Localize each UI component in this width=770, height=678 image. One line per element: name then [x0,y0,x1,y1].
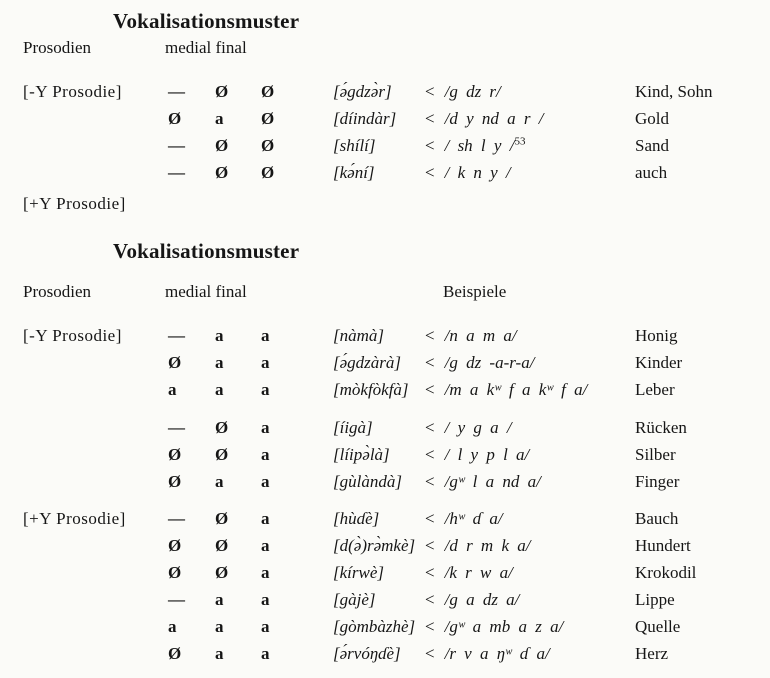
phonetic-form: [ə́rvóŋɗè] [333,644,401,663]
initial-vowel-slot: Ø [168,536,182,555]
column-header-prosodien: Prosodien [23,282,91,301]
pattern-row [23,559,770,586]
final-vowel-slot: a [261,472,270,491]
final-vowel-slot: Ø [261,109,275,128]
medial-vowel-slot: a [215,617,224,636]
gloss-german: Hundert [635,536,691,555]
derives-from-sign: < [425,380,435,399]
final-vowel-slot: a [261,380,270,399]
medial-vowel-slot: a [215,590,224,609]
final-vowel-slot: a [261,326,270,345]
table2-group1-rows [23,322,770,403]
derives-from-sign: < [425,109,435,128]
phonemic-text: /hʷ ɗ a/ [444,509,503,528]
final-vowel-slot: a [261,353,270,372]
phonemic-text: /r v a ŋʷ ɗ a/ [444,644,550,663]
pattern-row [23,613,770,640]
initial-vowel-slot: — [168,163,185,182]
initial-vowel-slot: Ø [168,445,182,464]
page-title: Vokalisationsmuster [113,239,300,263]
derives-from-sign: < [425,326,435,345]
medial-vowel-slot: Ø [215,136,229,155]
pattern-row [23,349,770,376]
final-vowel-slot: a [261,445,270,464]
phonemic-text: /k r w a/ [444,563,513,582]
pattern-row [23,322,770,349]
gloss-german: Kind, Sohn [635,82,713,101]
initial-vowel-slot: — [168,418,185,437]
phonemic-text: / y g a / [444,418,512,437]
derives-from-sign: < [425,617,435,636]
phonetic-form: [ə́gdzàrà] [333,353,402,372]
gloss-german: Honig [635,326,678,345]
final-vowel-slot: Ø [261,163,275,182]
phonetic-form: [gòmbàzhè] [333,617,416,636]
prosody-label: [+Y Prosodie] [23,509,126,528]
phonemic-text: /g a dz a/ [444,590,520,609]
medial-vowel-slot: Ø [215,509,229,528]
final-vowel-slot: a [261,563,270,582]
column-header-medial-final: medial final [165,282,247,301]
phonemic-text: /m a kʷ f a kʷ f a/ [444,380,588,399]
final-vowel-slot: a [261,509,270,528]
medial-vowel-slot: Ø [215,536,229,555]
medial-vowel-slot: a [215,472,224,491]
final-vowel-slot: Ø [261,82,275,101]
derives-from-sign: < [425,509,435,528]
initial-vowel-slot: a [168,380,177,399]
phonemic-form [425,322,635,349]
derives-from-sign: < [425,353,435,372]
table1-header-row [23,38,770,58]
pattern-row [23,414,770,441]
initial-vowel-slot: Ø [168,472,182,491]
phonetic-form: [shílí] [333,136,376,155]
phonemic-text: /d y nd a r / [444,109,544,128]
page-title: Vokalisationsmuster [113,9,300,33]
pattern-row [23,532,770,559]
gloss-german: Quelle [635,617,681,636]
derives-from-sign: < [425,136,435,155]
pattern-row [23,376,770,403]
phonemic-form [425,640,635,667]
derives-from-sign: < [425,536,435,555]
prosody-label: [-Y Prosodie] [23,82,122,101]
phonetic-form: [gùlàndà] [333,472,402,491]
phonemic-text: /n a m a/ [444,326,517,345]
pattern-row [23,105,770,132]
footnote-ref: 53 [514,135,526,148]
derives-from-sign: < [425,590,435,609]
derives-from-sign: < [425,563,435,582]
final-vowel-slot: Ø [261,136,275,155]
column-header-prosodien: Prosodien [23,38,91,57]
gloss-german: Silber [635,445,676,464]
medial-vowel-slot: Ø [215,563,229,582]
pattern-row [23,78,770,105]
initial-vowel-slot: — [168,136,185,155]
initial-vowel-slot: — [168,82,185,101]
gloss-german: Lippe [635,590,675,609]
phonemic-text: / k n y / [444,163,511,182]
pattern-row [23,159,770,186]
gloss-german: Rücken [635,418,687,437]
vocalization-table-2 [23,240,770,667]
phonemic-text: /g dz -a-r-a/ [444,353,535,372]
phonemic-text: / l y p l a/ [444,445,530,464]
phonemic-text: / sh l y / [444,136,515,155]
column-header-beispiele [443,38,770,58]
initial-vowel-slot: Ø [168,109,182,128]
phonemic-form [425,159,635,186]
phonemic-form [425,349,635,376]
phonetic-form: [d(ə̀)rə̀mkè] [333,536,416,555]
derives-from-sign: < [425,644,435,663]
initial-vowel-slot: — [168,326,185,345]
phonemic-form [425,132,635,159]
phonetic-form: [íigà] [333,418,373,437]
table2-header-row [23,282,770,302]
medial-vowel-slot: Ø [215,82,229,101]
phonetic-form: [nàmà] [333,326,385,345]
gloss-german: Krokodil [635,563,697,582]
phonemic-text: /d r m k a/ [444,536,531,555]
gloss-german: Finger [635,472,680,491]
initial-vowel-slot: Ø [168,644,182,663]
derives-from-sign: < [425,445,435,464]
phonemic-text: /g dz r/ [444,82,501,101]
medial-vowel-slot: a [215,326,224,345]
initial-vowel-slot: — [168,590,185,609]
gloss-german: Gold [635,109,669,128]
medial-vowel-slot: Ø [215,445,229,464]
phonetic-form: [ə́gdzə̀r] [333,82,392,101]
phonemic-form [425,441,635,468]
initial-vowel-slot: a [168,617,177,636]
gloss-german: Herz [635,644,669,663]
phonetic-form: [hùɗè] [333,509,380,528]
pattern-row [23,505,770,532]
table2-group2-rows [23,414,770,495]
initial-vowel-slot: — [168,509,185,528]
phonetic-form: [gàjè] [333,590,376,609]
final-vowel-slot: a [261,590,270,609]
final-vowel-slot: a [261,617,270,636]
phonemic-form [425,414,635,441]
pattern-row [23,586,770,613]
phonemic-form [425,78,635,105]
column-header-medial-final: medial final [165,38,247,57]
gloss-german: auch [635,163,668,182]
phonemic-form [425,559,635,586]
initial-vowel-slot: Ø [168,353,182,372]
phonemic-text: /gʷ a mb a z a/ [444,617,564,636]
medial-vowel-slot: a [215,353,224,372]
final-vowel-slot: a [261,536,270,555]
phonetic-form: [kə́ní] [333,163,375,182]
phonemic-form [425,613,635,640]
phonemic-form [425,505,635,532]
vocalization-table-1 [23,10,770,214]
gloss-german: Kinder [635,353,683,372]
pattern-row [23,468,770,495]
phonemic-text: /gʷ l a nd a/ [444,472,541,491]
pattern-row [23,441,770,468]
phonemic-form [425,105,635,132]
initial-vowel-slot: Ø [168,563,182,582]
medial-vowel-slot: Ø [215,418,229,437]
scanned-document-page [0,10,770,678]
phonetic-form: [díindàr] [333,109,397,128]
medial-vowel-slot: Ø [215,163,229,182]
gloss-german: Bauch [635,509,679,528]
phonetic-form: [líipə̀là] [333,445,390,464]
prosody-label: [-Y Prosodie] [23,326,122,345]
gloss-german: Leber [635,380,675,399]
phonemic-form [425,532,635,559]
phonetic-form: [kírwè] [333,563,384,582]
gloss-german: Sand [635,136,669,155]
derives-from-sign: < [425,163,435,182]
phonemic-form [425,468,635,495]
pattern-row [23,132,770,159]
column-header-beispiele: Beispiele [443,282,507,301]
phonemic-form [425,376,635,403]
derives-from-sign: < [425,472,435,491]
table2-group3-rows [23,505,770,667]
standalone-prosody-label: [+Y Prosodie] [23,194,126,213]
medial-vowel-slot: a [215,644,224,663]
medial-vowel-slot: a [215,109,224,128]
table1-rows [23,78,770,186]
derives-from-sign: < [425,418,435,437]
derives-from-sign: < [425,82,435,101]
phonemic-form [425,586,635,613]
medial-vowel-slot: a [215,380,224,399]
final-vowel-slot: a [261,418,270,437]
final-vowel-slot: a [261,644,270,663]
pattern-row [23,640,770,667]
phonetic-form: [mòkfòkfà] [333,380,409,399]
